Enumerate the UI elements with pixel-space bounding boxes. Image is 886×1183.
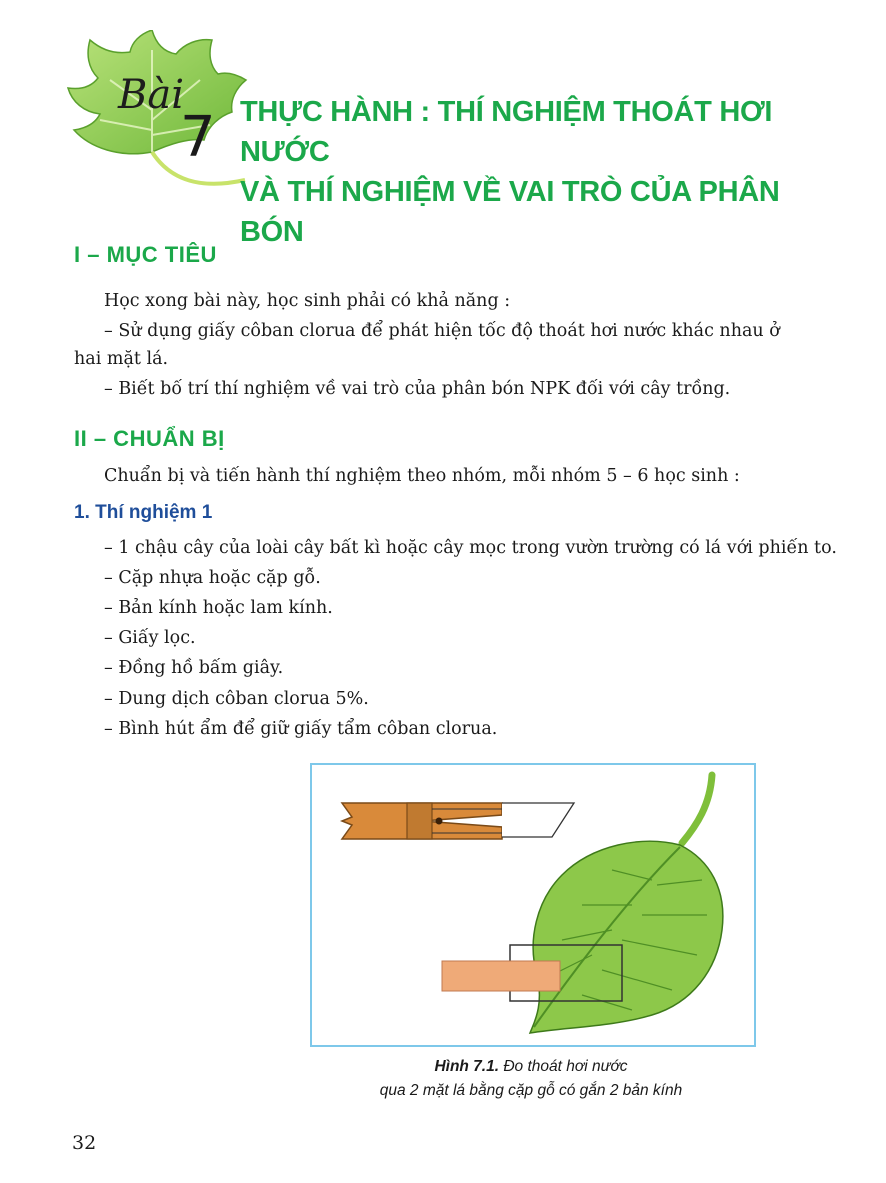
objectives-item-1-line-1: – Sử dụng giấy côban clorua để phát hiện tốc độ thoát hơi nước khác nhau ở [104, 321, 780, 341]
section-objectives-heading: I – MỤC TIÊU [74, 242, 217, 267]
lesson-label: Bài [118, 72, 185, 118]
list-item: – Dung dịch côban clorua 5%. [104, 689, 369, 709]
objectives-item-2: – Biết bố trí thí nghiệm về vai trò của phân bón NPK đối với cây trồng. [104, 379, 731, 399]
preparation-intro: Chuẩn bị và tiến hành thí nghiệm theo nhóm, mỗi nhóm 5 – 6 học sinh : [104, 466, 740, 486]
section-preparation-heading: II – CHUẨN BỊ [74, 426, 225, 451]
figure-caption-text: Đo thoát hơi nước [499, 1058, 628, 1075]
lesson-header [60, 30, 840, 248]
list-item: – Bản kính hoặc lam kính. [104, 598, 333, 618]
list-item: – 1 chậu cây của loài cây bất kì hoặc cây mọc trong vườn trường có lá với phiến to. [104, 538, 837, 558]
list-item: – Giấy lọc. [104, 628, 196, 648]
list-item: – Đồng hồ bấm giây. [104, 658, 284, 678]
lesson-title [240, 92, 840, 252]
figure-caption-line-2: qua 2 mặt lá bằng cặp gỗ có gắn 2 bản kính [379, 1082, 683, 1099]
list-item: – Bình hút ẩm để giữ giấy tẩm côban clorua. [104, 719, 498, 739]
lesson-title-line-2: VÀ THÍ NGHIỆM VỀ VAI TRÒ CỦA PHÂN BÓN [240, 176, 780, 248]
figure-7-1 [310, 763, 756, 1047]
list-item: – Cặp nhựa hoặc cặp gỗ. [104, 568, 321, 588]
wooden-clothespin-icon [342, 803, 574, 839]
page-number: 32 [72, 1132, 97, 1154]
experiment-1-heading: 1. Thí nghiệm 1 [74, 502, 213, 523]
figure-caption-line-1 [300, 1056, 762, 1078]
objectives-item-1-line-2: hai mặt lá. [74, 349, 169, 369]
lesson-number: 7 [180, 105, 216, 170]
lesson-title-line-1: THỰC HÀNH : THÍ NGHIỆM THOÁT HƠI NƯỚC [240, 96, 773, 168]
figure-illustration [312, 765, 754, 1045]
objectives-intro: Học xong bài này, học sinh phải có khả năng : [104, 291, 511, 311]
figure-caption-label: Hình 7.1. [434, 1058, 500, 1075]
